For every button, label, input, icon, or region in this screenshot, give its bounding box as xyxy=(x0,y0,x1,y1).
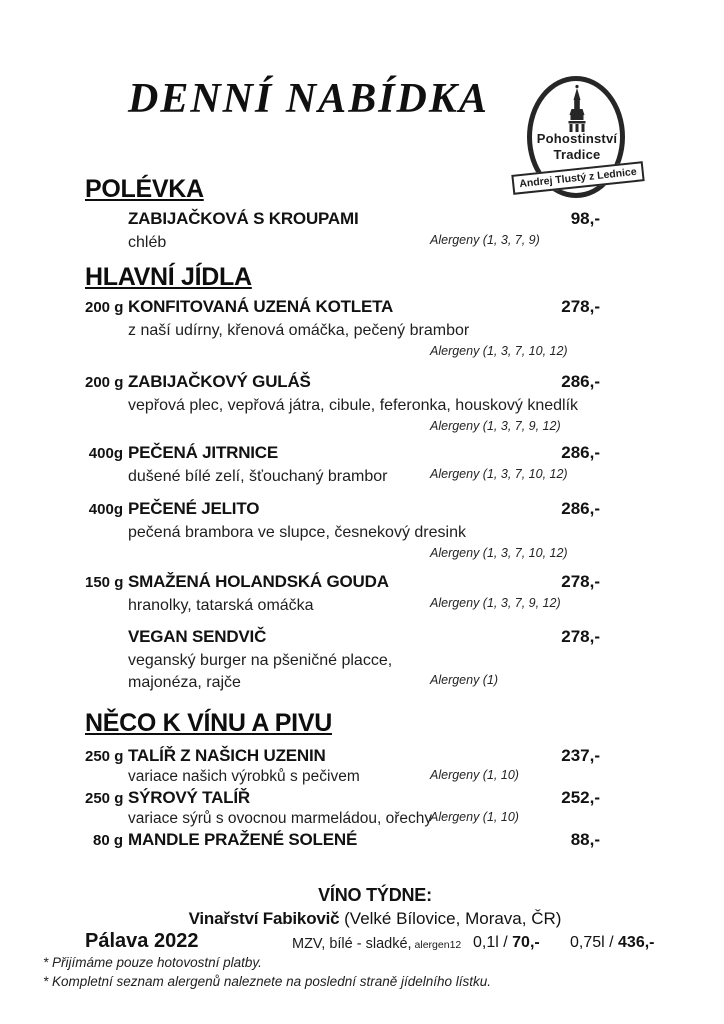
wine-heading: VÍNO TÝDNE: xyxy=(318,885,432,905)
menu-item xyxy=(85,297,600,362)
item-allergens: Alergeny (1) xyxy=(430,673,499,687)
wine-allergen: alergen12 xyxy=(414,939,462,951)
item-name: TALÍŘ Z NAŠICH UZENIN xyxy=(128,746,326,765)
item-description: dušené bílé zelí, šťouchaný brambor xyxy=(128,468,388,485)
item-name: MANDLE PRAŽENÉ SOLENÉ xyxy=(128,830,358,849)
item-weight: 250 g xyxy=(85,748,124,765)
item-description: variace sýrů s ovocnou marmeládou, ořechy xyxy=(128,810,433,827)
item-allergens: Alergeny (1, 10) xyxy=(430,768,519,782)
item-allergens: Alergeny (1, 3, 7, 10, 12) xyxy=(430,467,568,481)
section-heading: POLÉVKA xyxy=(85,175,204,203)
item-name: ZABIJAČKOVÝ GULÁŠ xyxy=(128,372,311,391)
item-name: VEGAN SENDVIČ xyxy=(128,627,267,646)
item-weight: 200 g xyxy=(85,374,124,391)
item-name: ZABIJAČKOVÁ S KROUPAMI xyxy=(128,209,359,228)
item-weight: 400g xyxy=(88,501,123,518)
menu-item xyxy=(85,209,600,254)
item-description: veganský burger na pšeničné placce, xyxy=(128,652,393,669)
item-description: chléb xyxy=(128,234,167,251)
section-polevka xyxy=(85,174,600,254)
item-price: 286,- xyxy=(561,499,600,518)
menu-item xyxy=(85,746,600,788)
item-allergens: Alergeny (1, 3, 7, 10, 12) xyxy=(430,344,568,358)
menu-item xyxy=(85,830,600,851)
wine-price-large xyxy=(570,934,655,952)
wine-large-volume: 0,75l / xyxy=(570,934,619,951)
logo-name-line2: Tradice xyxy=(553,147,601,162)
item-allergens: Alergeny (1, 3, 7, 9, 12) xyxy=(430,419,561,433)
section-heading: NĚCO K VÍNU A PIVU xyxy=(85,709,332,737)
item-name: KONFITOVANÁ UZENÁ KOTLETA xyxy=(128,297,394,316)
item-description: pečená brambora ve slupce, česnekový dresink xyxy=(128,524,466,541)
item-name: SÝROVÝ TALÍŘ xyxy=(128,788,250,807)
wine-of-week-block xyxy=(85,884,665,931)
item-allergens: Alergeny (1, 3, 7, 9) xyxy=(430,233,540,247)
wine-winery-line xyxy=(85,906,665,931)
item-allergens: Alergeny (1, 3, 7, 9, 12) xyxy=(430,596,561,610)
wine-small-volume: 0,1l / xyxy=(473,934,513,951)
item-description: variace našich výrobků s pečivem xyxy=(128,768,360,785)
item-weight: 250 g xyxy=(85,790,124,807)
item-price: 252,- xyxy=(561,788,600,807)
menu-item xyxy=(85,788,600,830)
item-price: 88,- xyxy=(570,830,600,849)
footnote-payments: * Přijímáme pouze hotovostní platby. xyxy=(43,955,262,970)
page-title: DENNÍ NABÍDKA xyxy=(128,76,489,122)
logo-banner-ribbon: Andrej Tlustý z Lednice xyxy=(511,161,644,195)
item-price: 237,- xyxy=(561,746,600,765)
section-hlavni-jidla xyxy=(85,262,600,694)
item-description: vepřová plec, vepřová játra, cibule, feferonka, houskový knedlík xyxy=(128,397,579,414)
item-price: 286,- xyxy=(561,443,600,462)
item-price: 278,- xyxy=(561,297,600,316)
item-price: 278,- xyxy=(561,627,600,646)
item-price: 286,- xyxy=(561,372,600,391)
item-name: PEČENÉ JELITO xyxy=(128,499,260,518)
item-weight: 80 g xyxy=(92,832,123,849)
wine-small-price: 70,- xyxy=(512,934,540,951)
wine-type-text: MZV, bílé - sladké, xyxy=(292,936,412,952)
item-weight: 150 g xyxy=(85,574,124,591)
section-neco-k-vinu xyxy=(85,708,600,851)
menu-item xyxy=(85,443,600,488)
item-description-line2: majonéza, rajče xyxy=(128,674,241,691)
menu-item xyxy=(85,572,600,617)
item-allergens: Alergeny (1, 3, 7, 10, 12) xyxy=(430,546,568,560)
menu-item xyxy=(85,499,600,564)
wine-large-price: 436,- xyxy=(618,934,655,951)
item-price: 98,- xyxy=(570,209,600,228)
item-description: hranolky, tatarská omáčka xyxy=(128,597,314,614)
wine-price-small xyxy=(473,934,540,952)
winery-location: (Velké Bílovice, Morava, ČR) xyxy=(339,909,562,928)
item-name: PEČENÁ JITRNICE xyxy=(128,443,279,462)
wine-name: Pálava 2022 xyxy=(85,930,199,952)
menu-item xyxy=(85,372,600,437)
menu-item xyxy=(85,627,600,694)
section-heading: HLAVNÍ JÍDLA xyxy=(85,263,252,291)
footnote-allergens: * Kompletní seznam alergenů naleznete na poslední straně jídelního lístku. xyxy=(43,974,492,989)
logo-name-line1: Pohostinství xyxy=(536,131,618,146)
item-weight: 400g xyxy=(88,445,123,462)
item-weight: 200 g xyxy=(85,299,124,316)
item-allergens: Alergeny (1, 10) xyxy=(430,810,519,824)
footnotes xyxy=(43,953,491,991)
item-price: 278,- xyxy=(561,572,600,591)
wine-type xyxy=(292,936,461,952)
item-name: SMAŽENÁ HOLANDSKÁ GOUDA xyxy=(128,572,389,591)
item-description: z naší udírny, křenová omáčka, pečený brambor xyxy=(128,322,470,339)
winery-name: Vinařství Fabikovič xyxy=(188,909,340,928)
